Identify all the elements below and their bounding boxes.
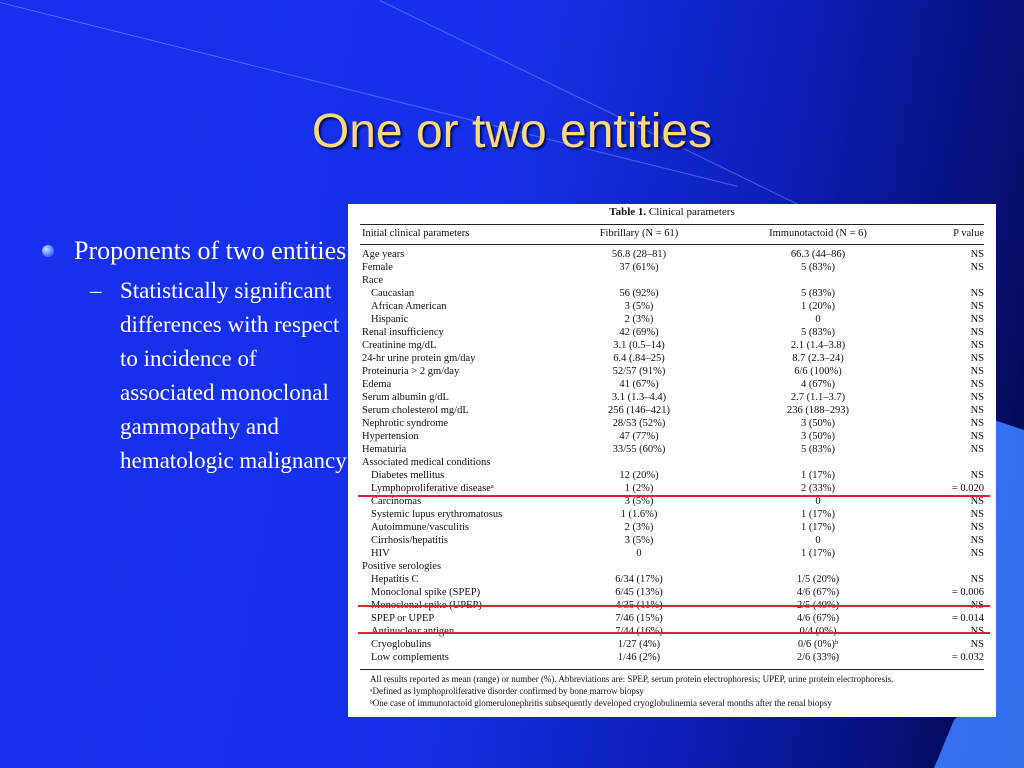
cell-parameter: Caucasian [371,288,415,299]
cell-parameter: African American [371,301,447,312]
table-row [360,521,984,534]
decorative-curve-line [0,2,737,187]
table-row [360,339,984,352]
cell-p-value: NS [970,626,984,637]
cell-parameter: Diabetes mellitus [371,470,445,481]
cell-immunotactoid: 2/6 (33%) [796,652,840,663]
cell-immunotactoid: 1 (17%) [800,509,836,520]
cell-parameter: Edema [362,379,392,390]
table-row [360,638,984,651]
table-caption [348,206,996,220]
cell-fibrillary: 56 (92%) [619,288,659,299]
cell-p-value: NS [970,366,984,377]
cell-fibrillary: 12 (20%) [619,470,659,481]
cell-p-value: NS [970,496,984,507]
cell-immunotactoid: 1 (20%) [800,301,836,312]
cell-fibrillary: 3 (5%) [624,496,654,507]
cell-fibrillary: 4/35 (11%) [615,600,663,611]
cell-p-value: NS [970,431,984,442]
header-immunotactoid: Immunotactoid (N = 6) [769,228,867,239]
cell-fibrillary: 3 (5%) [624,301,654,312]
cell-immunotactoid: 0 [815,535,821,546]
table-row [360,612,984,625]
cell-fibrillary: 47 (77%) [619,431,659,442]
cell-parameter: Autoimmune/vasculitis [371,522,469,533]
table-row [360,534,984,547]
cell-immunotactoid: 5 (83%) [800,288,836,299]
cell-immunotactoid: 2 (33%) [800,483,836,494]
cell-immunotactoid: 2.1 (1.4–3.8) [790,340,846,351]
table-row [360,352,984,365]
cell-fibrillary: 6.4 (.84–25) [613,353,665,364]
bullet-level2 [38,274,348,478]
cell-p-value: = 0.014 [951,613,984,624]
table-row [360,365,984,378]
highlight-line [358,495,990,497]
cell-fibrillary: 2 (3%) [624,314,654,325]
table-header-rule [360,244,984,245]
cell-fibrillary: 41 (67%) [619,379,659,390]
table-row [360,586,984,599]
cell-parameter: Serum albumin g/dL [362,392,449,403]
cell-immunotactoid: 5 (83%) [800,327,836,338]
cell-parameter: Systemic lupus erythromatosus [371,509,503,520]
cell-immunotactoid: 4/6 (67%) [796,613,840,624]
cell-fibrillary: 1/27 (4%) [617,639,661,650]
table-bottom-rule [360,669,984,670]
cell-p-value: NS [970,314,984,325]
cell-immunotactoid: 0/6 (0%)ᵇ [797,639,839,650]
cell-immunotactoid: 0/4 (0%) [799,626,837,637]
cell-p-value: NS [970,353,984,364]
cell-immunotactoid: 3 (50%) [800,418,836,429]
cell-p-value: NS [970,418,984,429]
cell-parameter: Hispanic [371,314,409,325]
table-top-rule [360,224,984,225]
table-row [360,573,984,586]
cell-immunotactoid: 5 (83%) [800,444,836,455]
cell-parameter: Race [362,275,383,286]
bullet-dot-icon [42,245,54,257]
cell-fibrillary: 256 (146–421) [607,405,671,416]
bullet-level2-text: Statistically significant differences with respect to incidence of associated monoclonal gammopathy and hematologic malignancy [120,278,347,473]
bullet-level1 [38,234,348,268]
highlight-line [358,605,990,607]
cell-parameter: Low complements [371,652,449,663]
table-row [360,482,984,495]
cell-immunotactoid: 66.3 (44–86) [790,249,846,260]
cell-parameter: Monoclonal spike (SPEP) [371,587,481,598]
cell-parameter: Antinuclear antigen [371,626,455,637]
clinical-parameters-table [348,204,996,717]
cell-parameter: Female [362,262,393,273]
bullet-list [38,234,348,478]
cell-fibrillary: 37 (61%) [619,262,659,273]
table-caption-text: Clinical parameters [648,206,735,218]
cell-fibrillary: 28/53 (52%) [612,418,666,429]
cell-p-value: NS [970,535,984,546]
table-caption-label: Table 1. [609,206,647,218]
cell-p-value: NS [970,600,984,611]
table-row [360,313,984,326]
cell-parameter: Hematuria [362,444,407,455]
cell-p-value: NS [970,392,984,403]
header-p-value: P value [953,228,984,239]
cell-parameter: Associated medical conditions [362,457,491,468]
cell-p-value: = 0.006 [951,587,984,598]
cell-parameter: Renal insufficiency [362,327,444,338]
table-row [360,430,984,443]
table-row [360,404,984,417]
cell-p-value: NS [970,444,984,455]
table-note: All results reported as mean (range) or number (%). Abbreviations are: SPEP, serum protein electrophoresis; UPEP, urine protein electrophoresis. [370,674,894,684]
table-row [360,417,984,430]
cell-immunotactoid: 1 (17%) [800,470,836,481]
cell-fibrillary: 0 [636,548,642,559]
cell-immunotactoid: 0 [815,496,821,507]
slide-title: One or two entities [311,105,713,158]
table-row [360,261,984,274]
bullet-dash-icon: – [90,278,102,303]
table-row [360,378,984,391]
cell-p-value: NS [970,249,984,260]
cell-p-value: NS [970,327,984,338]
cell-parameter: Carcinomas [371,496,422,507]
cell-parameter: Hypertension [362,431,419,442]
cell-immunotactoid: 4/6 (67%) [796,587,840,598]
table-row [360,274,984,287]
cell-fibrillary: 52/57 (91%) [612,366,666,377]
table-row [360,547,984,560]
cell-immunotactoid: 236 (188–293) [786,405,850,416]
header-fibrillary: Fibrillary (N = 61) [599,228,679,239]
table-row [360,248,984,261]
cell-p-value: NS [970,574,984,585]
cell-fibrillary: 56.8 (28–81) [611,249,667,260]
cell-fibrillary: 1/46 (2%) [617,652,661,663]
cell-immunotactoid: 5 (83%) [800,262,836,273]
cell-parameter: Positive serologies [362,561,442,572]
cell-parameter: Creatinine mg/dL [362,340,437,351]
table-footnote-a: ᵃDefined as lymphoproliferative disorder confirmed by bone marrow biopsy [370,686,644,696]
cell-immunotactoid: 1 (17%) [800,522,836,533]
cell-p-value: NS [970,262,984,273]
cell-p-value: NS [970,548,984,559]
cell-parameter: Serum cholesterol mg/dL [362,405,469,416]
header-parameters: Initial clinical parameters [362,228,470,239]
cell-parameter: Nephrotic syndrome [362,418,449,429]
table-row [360,326,984,339]
cell-parameter: SPEP or UPEP [371,613,435,624]
cell-parameter: Age years [362,249,405,260]
cell-p-value: NS [970,379,984,390]
cell-fibrillary: 7/44 (16%) [615,626,663,637]
cell-immunotactoid: 3 (50%) [800,431,836,442]
cell-immunotactoid: 2.7 (1.1–3.7) [790,392,846,403]
cell-immunotactoid: 2/5 (40%) [796,600,840,611]
cell-p-value: NS [970,340,984,351]
cell-parameter: Lymphoproliferative diseaseᵃ [371,483,494,494]
bullet-level1-text: Proponents of two entities [74,236,347,265]
cell-parameter: 24-hr urine protein gm/day [362,353,476,364]
cell-p-value: = 0.032 [951,652,984,663]
table-row [360,508,984,521]
table-row [360,287,984,300]
cell-immunotactoid: 0 [815,314,821,325]
cell-parameter: Monoclonal spike (UPEP) [371,600,482,611]
table-row [360,300,984,313]
cell-parameter: Hepatitis C [371,574,419,585]
cell-parameter: HIV [371,548,390,559]
cell-fibrillary: 33/55 (60%) [612,444,666,455]
cell-p-value: NS [970,639,984,650]
cell-immunotactoid: 6/6 (100%) [794,366,842,377]
table-row [360,391,984,404]
cell-immunotactoid: 8.7 (2.3–24) [792,353,844,364]
cell-immunotactoid: 4 (67%) [800,379,836,390]
cell-p-value: NS [970,470,984,481]
table-header-row [360,228,984,242]
cell-fibrillary: 3.1 (1.3–4.4) [611,392,667,403]
cell-parameter: Cryoglobulins [371,639,432,650]
cell-p-value: NS [970,522,984,533]
cell-p-value: NS [970,301,984,312]
cell-fibrillary: 3.1 (0.5–14) [613,340,665,351]
table-row [360,443,984,456]
cell-fibrillary: 1 (2%) [624,483,654,494]
cell-fibrillary: 1 (1.6%) [620,509,658,520]
table-row [360,560,984,573]
cell-p-value: NS [970,288,984,299]
cell-fibrillary: 2 (3%) [624,522,654,533]
cell-immunotactoid: 1/5 (20%) [796,574,840,585]
cell-parameter: Proteinuria > 2 gm/day [362,366,460,377]
table-footnote-b: ᵇOne case of immunotactoid glomerulonephritis subsequently developed cryoglobulinemia several months after the renal biopsy [370,698,832,708]
table-row [360,469,984,482]
cell-fibrillary: 3 (5%) [624,535,654,546]
cell-immunotactoid: 1 (17%) [800,548,836,559]
cell-fibrillary: 42 (69%) [619,327,659,338]
table-row [360,651,984,664]
cell-p-value: NS [970,509,984,520]
cell-p-value: NS [970,405,984,416]
cell-parameter: Cirrhosis/hepatitis [371,535,448,546]
cell-fibrillary: 7/46 (15%) [615,613,663,624]
table-row [360,456,984,469]
highlight-line [358,632,990,634]
cell-p-value: = 0.020 [951,483,984,494]
cell-fibrillary: 6/45 (13%) [615,587,663,598]
cell-fibrillary: 6/34 (17%) [615,574,663,585]
